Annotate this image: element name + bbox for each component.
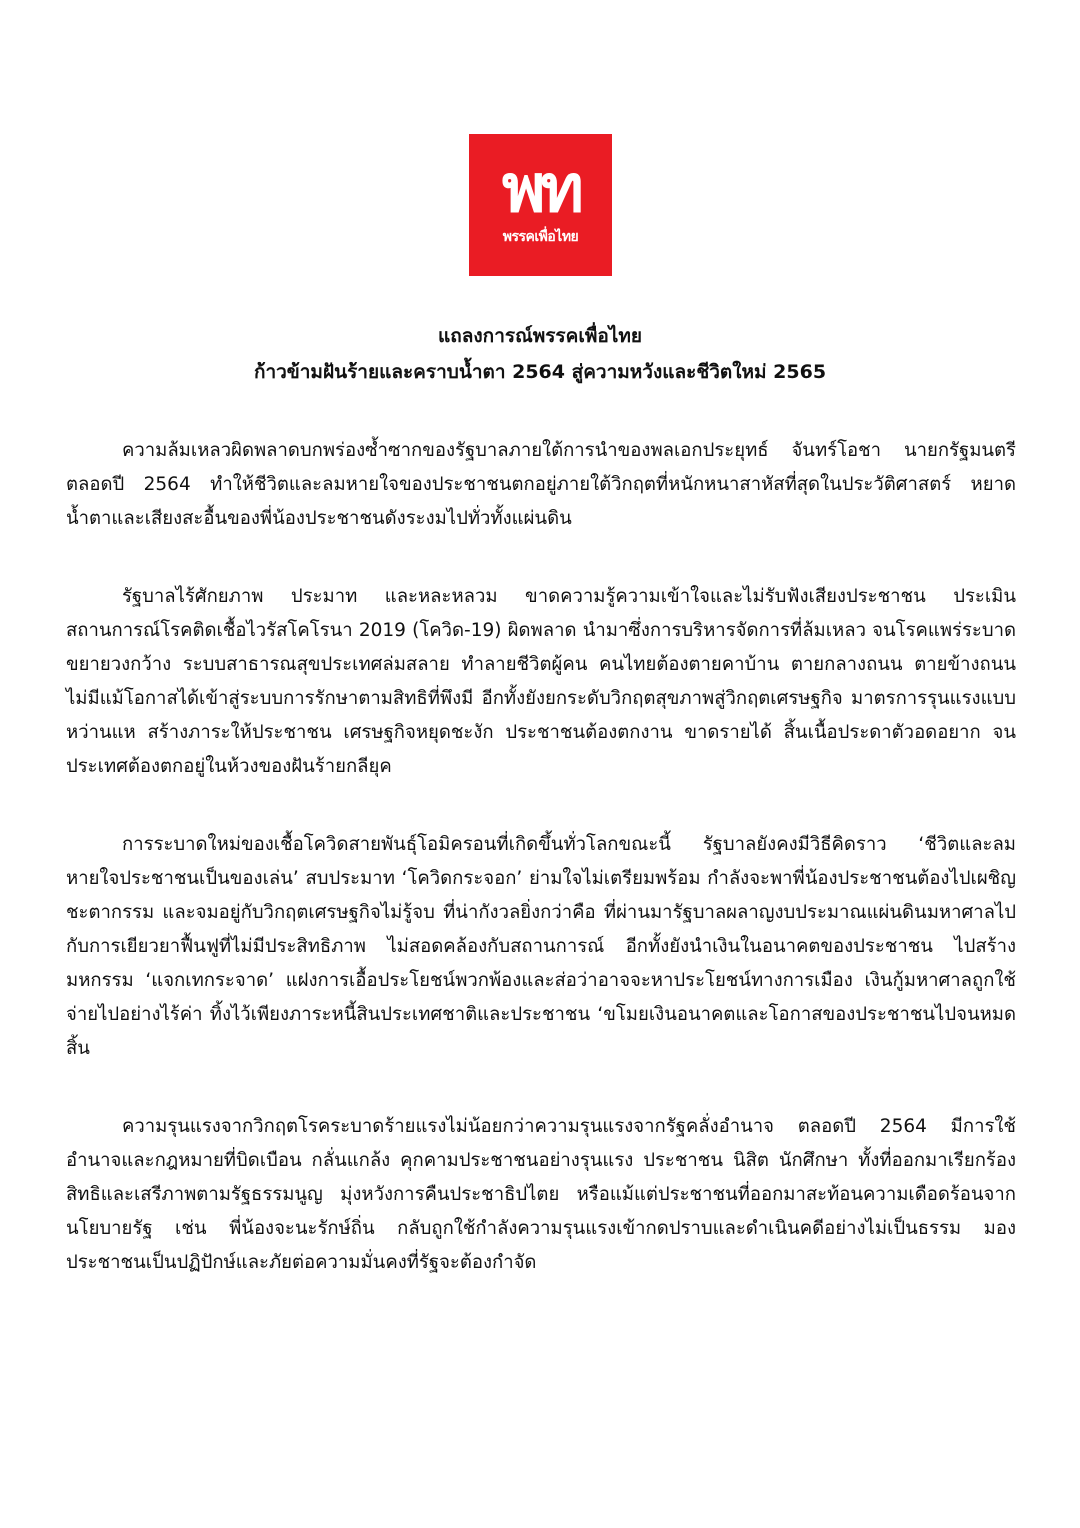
paragraph-1: ความล้มเหลวผิดพลาดบกพร่องซ้ำซากของรัฐบาลภายใต้การนำของพลเอกประยุทธ์ จันทร์โอชา นายกรัฐมนตรี ตลอดปี 2564 ทำให้ชีวิตและลมหายใจของประชาชนตกอยู่ภายใต้วิกฤตที่หนักหนาสาหัสที่สุดในประวัติศาสตร์ หยาดน้ำตาและเสียงสะอื้นของพี่น้องประชาชนดังระงมไปทั่วทั้งแผ่นดิน: [66, 440, 1016, 529]
logo-mark: พท: [501, 150, 579, 227]
paragraph-3: การระบาดใหม่ของเชื้อโควิดสายพันธุ์โอมิครอนที่เกิดขึ้นทั่วโลกขณะนี้ รัฐบาลยังคงมีวิธีคิดราว ‘ชีวิตและลมหายใจประชาชนเป็นของเล่น’ สบประมาท ‘โควิดกระจอก’ ย่ามใจไม่เตรียมพร้อม กำลังจะพาพี่น้องประชาชนต้องไปเผชิญชะตากรรม และจมอยู่กับวิกฤตเศรษฐกิจไม่รู้จบ ที่น่ากังวลยิ่งกว่าคือ ที่ผ่านมารัฐบาลผลาญงบประมาณแผ่นดินมหาศาลไปกับการเยียวยาฟื้นฟูที่ไม่มีประสิทธิภาพ ไม่สอดคล้องกับสถานการณ์ อีกทั้งยังนำเงินในอนาคตของประชาชน ไปสร้างมหกรรม ‘แจกเทกระจาด’ แฝงการเอื้อประโยชน์พวกพ้องและส่อว่าอาจจะหาประโยชน์ทางการเมือง เงินกู้มหาศาลถูกใช้จ่ายไปอย่างไร้ค่า ทิ้งไว้เพียงภาระหนี้สินประเทศชาติและประชาชน ‘ขโมยเงินอนาคตและโอกาสของประชาชนไปจนหมดสิ้น: [66, 834, 1016, 1059]
party-logo: [469, 134, 612, 276]
statement-header: [0, 318, 1080, 390]
paragraph-4: ความรุนแรงจากวิกฤตโรคระบาดร้ายแรงไม่น้อยกว่าความรุนแรงจากรัฐคลั่งอำนาจ ตลอดปี 2564 มีการใช้อำนาจและกฎหมายที่บิดเบือน กลั่นแกล้ง คุกคามประชาชนอย่างรุนแรง ประชาชน นิสิต นักศึกษา ทั้งที่ออกมาเรียกร้องสิทธิและเสรีภาพตามรัฐธรรมนูญ มุ่งหวังการคืนประชาธิปไตย หรือแม้แต่ประชาชนที่ออกมาสะท้อนความเดือดร้อนจากนโยบายรัฐ เช่น พี่น้องจะนะรักษ์ถิ่น กลับถูกใช้กำลังความรุนแรงเข้ากดปราบและดำเนินคดีอย่างไม่เป็นธรรม มองประชาชนเป็นปฏิปักษ์และภัยต่อความมั่นคงที่รัฐจะต้องกำจัด: [66, 1116, 1016, 1273]
statement-title: แถลงการณ์พรรคเพื่อไทย: [438, 325, 642, 347]
statement-body: [66, 434, 1016, 1324]
paragraph-2: รัฐบาลไร้ศักยภาพ ประมาท และหละหลวม ขาดความรู้ความเข้าใจและไม่รับฟังเสียงประชาชน ประเมินสถานการณ์โรคติดเชื้อไวรัสโคโรนา 2019 (โควิด-19) ผิดพลาด นำมาซึ่งการบริหารจัดการที่ล้มเหลว จนโรคแพร่ระบาดขยายวงกว้าง ระบบสาธารณสุขประเทศล่มสลาย ทำลายชีวิตผู้คน คนไทยต้องตายคาบ้าน ตายกลางถนน ตายข้างถนน ไม่มีแม้โอกาสได้เข้าสู่ระบบการรักษาตามสิทธิที่พึงมี อีกทั้งยังยกระดับวิกฤตสุขภาพสู่วิกฤตเศรษฐกิจ มาตรการรุนแรงแบบหว่านแห สร้างภาระให้ประชาชน เศรษฐกิจหยุดชะงัก ประชาชนต้องตกงาน ขาดรายได้ สิ้นเนื้อประดาตัวอดอยาก จนประเทศต้องตกอยู่ในห้วงของฝันร้ายกลียุค: [66, 586, 1016, 777]
logo-text: พรรคเพื่อไทย: [502, 229, 579, 245]
statement-subtitle: ก้าวข้ามฝันร้ายและคราบน้ำตา 2564 สู่ความหวังและชีวิตใหม่ 2565: [253, 361, 827, 383]
